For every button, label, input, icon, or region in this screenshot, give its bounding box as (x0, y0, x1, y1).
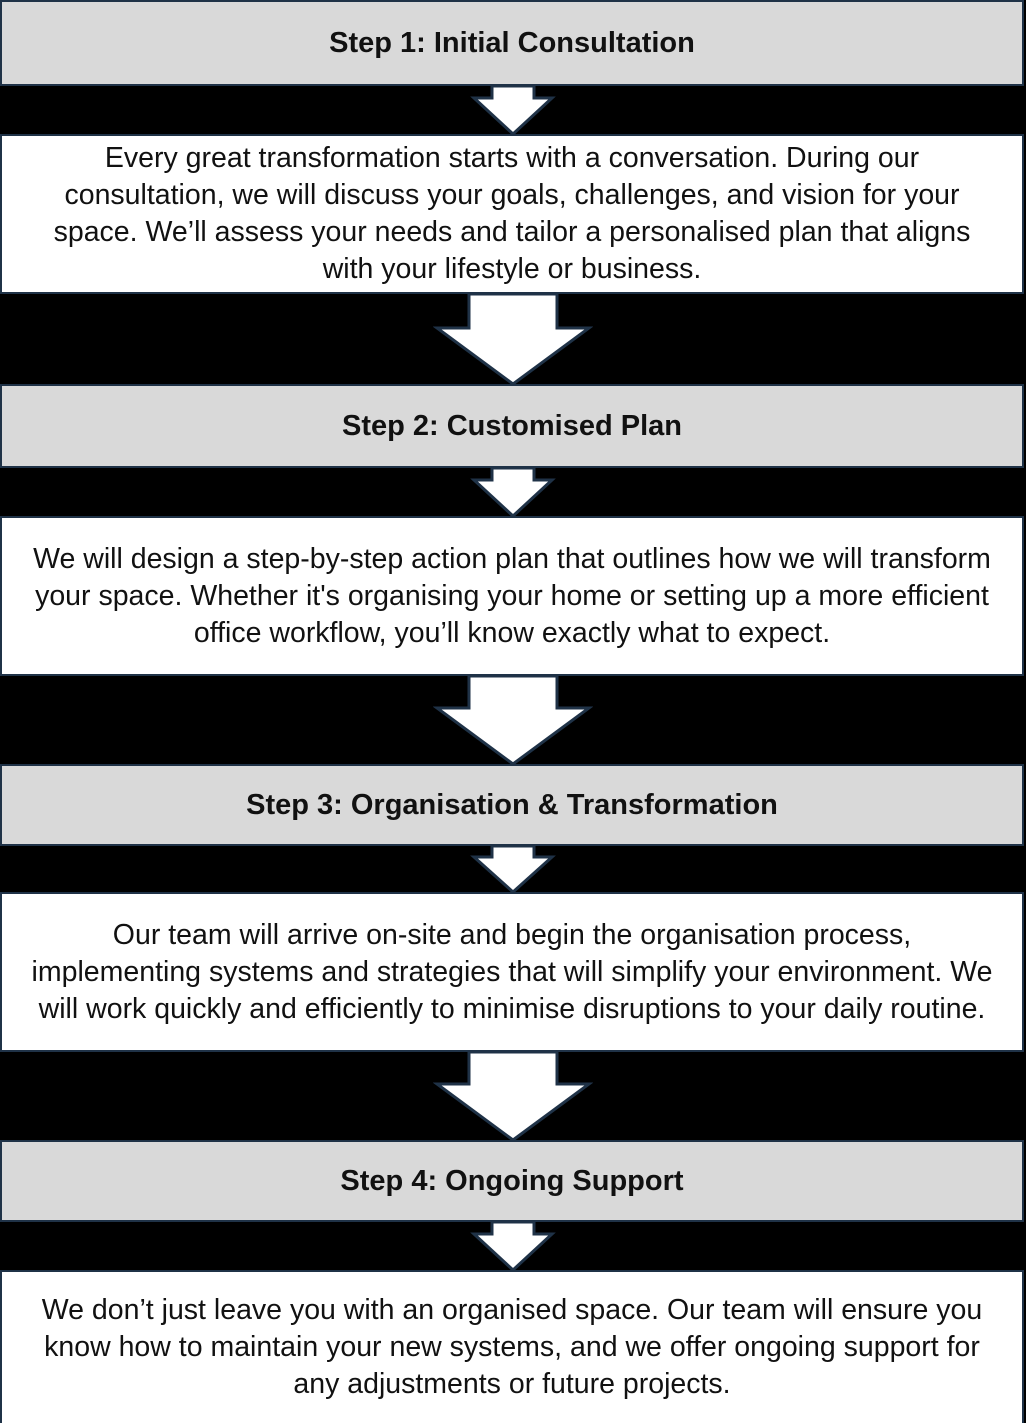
step-1-title: Step 1: Initial Consultation (329, 26, 695, 59)
small-down-arrow-icon (470, 466, 556, 518)
step-4-header (0, 1140, 1024, 1222)
step-2-description: We will design a step-by-step action plan that outlines how we will transform your space. Whether it's organising your home or setting up a more efficient office workflow, you’ll know exactly what to expect. (33, 542, 991, 649)
large-down-arrow-icon (433, 674, 593, 766)
step-1-header (0, 0, 1024, 86)
step-3-description-box (0, 892, 1024, 1052)
large-down-arrow-icon (433, 1050, 593, 1142)
step-3-title: Step 3: Organisation & Transformation (246, 788, 778, 821)
small-down-arrow-icon (470, 1220, 556, 1272)
step-2-description-box (0, 516, 1024, 676)
step-3-description: Our team will arrive on-site and begin the organisation process, implementing systems and strategies that will simplify your environment. We will work quickly and efficiently to minimise disruptions to your daily routine. (31, 918, 993, 1025)
step-4-description: We don’t just leave you with an organised space. Our team will ensure you know how to maintain your new systems, and we offer ongoing support for any adjustments or future projects. (41, 1294, 983, 1400)
step-1-description: Every great transformation starts with a conversation. During our consultation, we will discuss your goals, challenges, and vision for your space. We’ll assess your needs and tailor a personalised plan that aligns with your lifestyle or business. (53, 142, 971, 285)
step-2-header (0, 384, 1024, 468)
small-down-arrow-icon (470, 844, 556, 894)
step-4-title: Step 4: Ongoing Support (340, 1164, 684, 1197)
small-down-arrow-icon (470, 84, 556, 136)
step-2-title: Step 2: Customised Plan (341, 409, 682, 442)
step-3-header (0, 764, 1024, 846)
step-1-description-box (0, 134, 1024, 294)
large-down-arrow-icon (433, 292, 593, 386)
step-4-description-box (0, 1270, 1024, 1423)
